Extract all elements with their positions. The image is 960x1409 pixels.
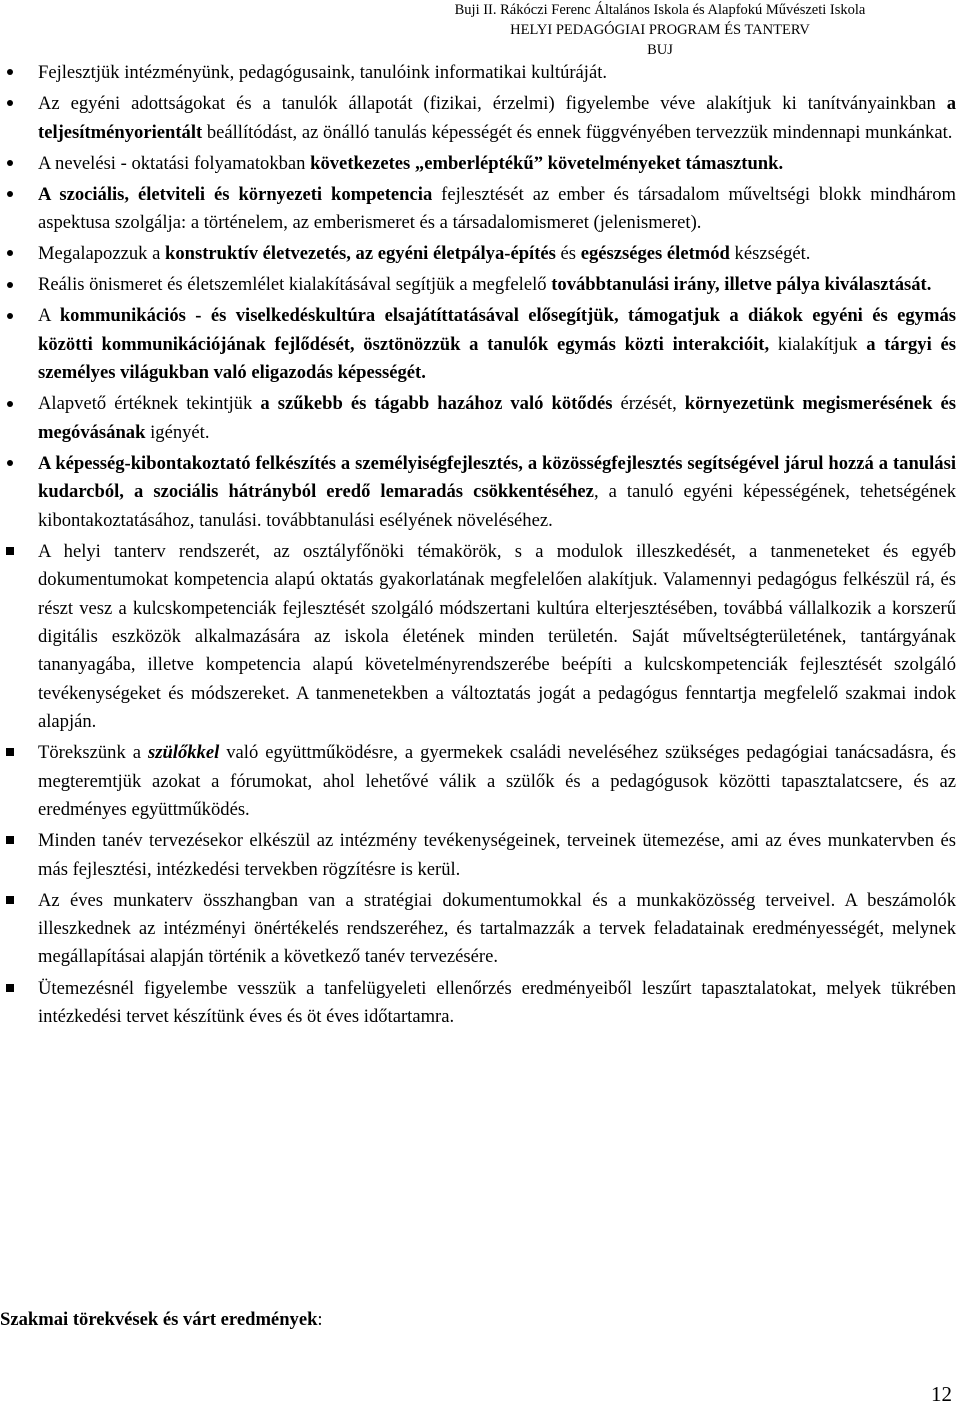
list-item bbox=[0, 90, 956, 147]
text-segment: Az egyéni adottságokat és a tanulók állapotát (fizikai, érzelmi) figyelembe véve alakítjuk ki tanítványainkban bbox=[38, 93, 947, 115]
text-segment: beállítódást, az önálló tanulás képességét és ennek függvényében tervezzük mindennapi munkánkat. bbox=[202, 121, 953, 143]
list-item bbox=[0, 739, 956, 824]
bullet-list bbox=[0, 59, 956, 1034]
text-segment: kommunikációs - és viselkedéskultúra elsajátíttatásával elősegítjük, támogatjuk a diákok egyéni és egymás közötti kommunikációjának fejlődését, ösztönözzük a tanulók egymás közti interakcióit, bbox=[38, 305, 956, 355]
page-number: 12 bbox=[931, 1382, 952, 1406]
list-item bbox=[0, 538, 956, 737]
round-bullet-icon bbox=[2, 390, 18, 418]
list-item bbox=[0, 975, 956, 1032]
text-segment: Alapvető értéknek tekintjük bbox=[38, 393, 261, 415]
square-bullet-icon bbox=[2, 975, 18, 1003]
list-item bbox=[0, 390, 956, 447]
round-bullet-icon bbox=[2, 302, 18, 330]
text-segment: A bbox=[38, 305, 60, 327]
section-heading-colon: : bbox=[317, 1309, 323, 1330]
list-item bbox=[0, 887, 956, 972]
text-segment: konstruktív életvezetés, az egyéni életpálya-építés bbox=[165, 243, 556, 265]
text-segment: , a tanuló egyéni képességének, tehetségének kibontakoztatásához, tanulási. továbbtanulási esélyének növeléséhez. bbox=[38, 481, 956, 531]
header-town: BUJ bbox=[647, 42, 673, 58]
text-segment: Fejlesztjük intézményünk, pedagógusaink, tanulóink informatikai kultúráját. bbox=[38, 62, 608, 83]
text-segment: a szűkebb és tágabb hazához való kötődés bbox=[260, 393, 613, 415]
text-segment: A képesség-kibontakoztató felkészítés a személyiségfejlesztés, a közösségfejlesztés segítségével járul hozzá a tanulási kudarcból, a szociális hátrányból eredő lemaradás csökkentéséhez bbox=[38, 452, 956, 503]
text-segment: készségét. bbox=[729, 243, 811, 265]
list-item bbox=[0, 181, 956, 238]
text-segment: A szociális, életviteli és környezeti kompetencia bbox=[38, 183, 433, 205]
text-segment: érzését, bbox=[612, 393, 685, 415]
text-segment: Reális önismeret és életszemlélet kialakításával segítjük a megfelelő bbox=[38, 274, 552, 296]
text-segment bbox=[148, 742, 219, 763]
list-item bbox=[0, 302, 956, 387]
square-bullet-icon bbox=[2, 887, 18, 915]
round-bullet-icon bbox=[2, 90, 18, 118]
list-item bbox=[0, 240, 956, 268]
section-heading-text: Szakmai törekvések és várt eredmények bbox=[0, 1309, 318, 1330]
text-segment: kialakítjuk bbox=[769, 333, 867, 355]
text-segment: Törekszünk a bbox=[38, 742, 148, 764]
text-segment: környezetünk megismerésének és megóvásának bbox=[38, 393, 956, 443]
list-item bbox=[0, 827, 956, 884]
text-segment: szülőkkel bbox=[147, 742, 220, 764]
text-segment: egészséges életmód bbox=[580, 243, 730, 265]
round-bullet-icon bbox=[2, 271, 18, 299]
text-segment: Megalapozzuk a bbox=[38, 243, 165, 265]
list-item bbox=[0, 59, 956, 87]
round-bullet-icon bbox=[2, 240, 18, 268]
text-segment: következetes „emberléptékű” követelményeket támasztunk. bbox=[310, 152, 784, 174]
text-segment: a tárgyi és személyes világukban való eligazodás képességét. bbox=[38, 333, 956, 384]
text-segment: igényét. bbox=[145, 421, 210, 443]
text-segment: Minden tanév tervezésekor elkészül az intézmény tevékenységeinek, terveinek ütemezése, ami az éves munkatervben és más fejlesztési, intézkedési tervekben rögzítésre is kerül. bbox=[38, 830, 956, 880]
text-segment: A nevelési - oktatási folyamatokban bbox=[38, 152, 311, 174]
header-program-title: HELYI PEDAGÓGIAI PROGRAM ÉS TANTERV bbox=[510, 22, 810, 38]
list-item bbox=[0, 450, 956, 535]
text-segment: továbbtanulási irány, illetve pálya kiválasztását. bbox=[551, 274, 932, 296]
text-segment: A helyi tanterv rendszerét, az osztályfőnöki témakörök, s a modulok illeszkedését, a tanmeneteket és egyéb dokumentumokat kompetencia alapú oktatás gyakorlatának megfelelően alakítjuk. Valamennyi pedagógus felkészül rá, és részt vesz a kulcskompetenciák fejlesztését szolgáló módszertani kultúra elterjesztésében, továbbá vállalkozik a korszerű digitális eszközök alkalmazására az iskola életének minden területén. Saját műveltségterületének, tantárgyának tananyagába, illetve kompetencia alapú követelményrendszerébe beépíti a kulcskompetenciák fejlesztését szolgáló tevékenységeket és módszereket. A tanmenetekben a változtatás jogát a pedagógus fenntartja megfelelő szakmai indok alapján. bbox=[38, 540, 956, 733]
round-bullet-icon bbox=[2, 181, 18, 209]
section-heading bbox=[0, 1306, 323, 1334]
list-item bbox=[0, 150, 956, 178]
page-header bbox=[380, 0, 940, 60]
round-bullet-icon bbox=[2, 59, 18, 87]
text-segment: fejlesztését az ember és társadalom műveltségi blokk mindhárom aspektusa szolgálja: a történelem, az emberismeret és a társadalomismeret (jelenismeret). bbox=[38, 183, 956, 234]
text-segment: és bbox=[555, 243, 581, 265]
header-school-name: Buji II. Rákóczi Ferenc Általános Iskola és Alapfokú Művészeti Iskola bbox=[454, 2, 866, 18]
text-segment: Ütemezésnél figyelembe vesszük a tanfelügyeleti ellenőrzés eredményeiből leszűrt tapasztalatokat, melyek tükrében intézkedési tervet készítünk éves és öt éves időtartamra. bbox=[38, 977, 956, 1027]
square-bullet-icon bbox=[2, 739, 18, 767]
text-segment: Az éves munkaterv összhangban van a stratégiai dokumentumokkal és a munkaközösség terveivel. A beszámolók illeszkednek az intézményi önértékelés rendszeréhez, és tartalmazzák a tervek feladatainak eredményességét, melynek megállapításai alapján történik a következő tanév tervezésére. bbox=[38, 889, 956, 968]
square-bullet-icon bbox=[2, 827, 18, 855]
list-item bbox=[0, 271, 956, 299]
square-bullet-icon bbox=[2, 538, 18, 566]
round-bullet-icon bbox=[2, 150, 18, 178]
text-segment: a teljesítményorientált bbox=[38, 93, 956, 143]
text-segment: való együttműködésre, a gyermekek családi neveléséhez szükséges pedagógiai tanácsadásra, és megteremtjük azokat a fórumokat, ahol lehetővé válik a szülők és a pedagógusok közötti tapasztalatcsere, és az eredményes együttműködés. bbox=[38, 742, 957, 821]
round-bullet-icon bbox=[2, 450, 18, 478]
